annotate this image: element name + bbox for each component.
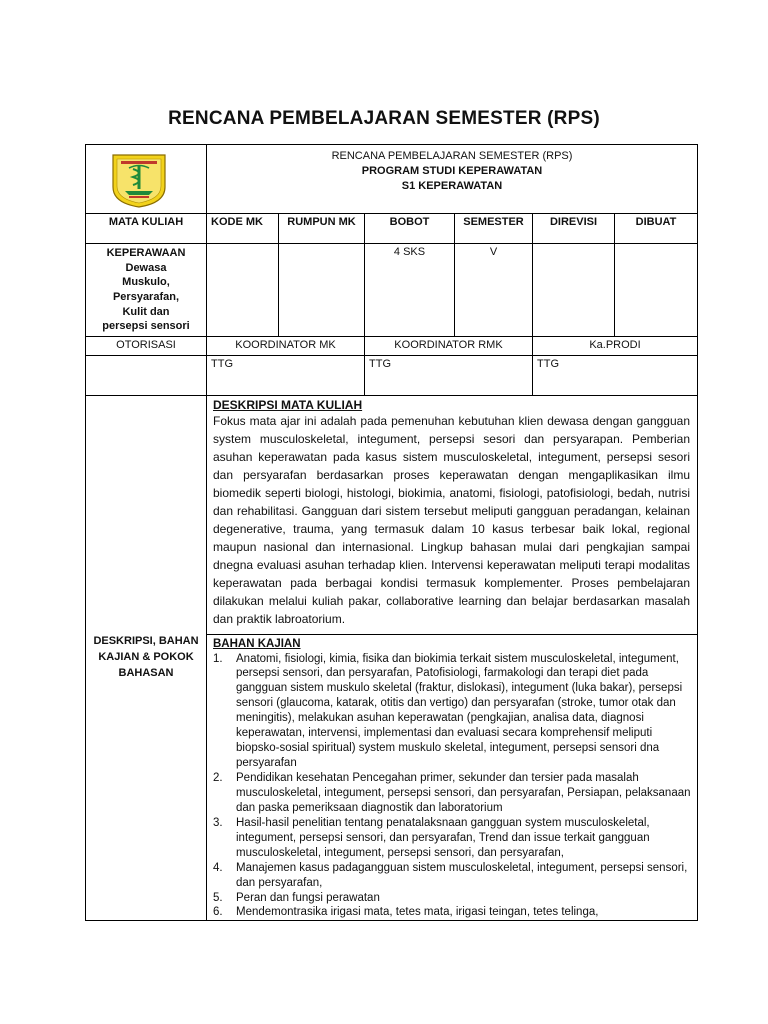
course-bobot: 4 SKS [365,244,455,337]
koordinator-rmk-label: KOORDINATOR RMK [365,336,533,355]
list-item [213,652,691,772]
list-item-number: 3. [213,816,223,829]
deskripsi-heading: DESKRIPSI MATA KULIAH [213,397,363,412]
list-item-number: 4. [213,861,223,874]
list-item-text: Manajemen kasus padagangguan sistem musculoskeletal, integument, persepsi sensori, dan persyarafan, [236,861,688,889]
list-item [213,771,691,816]
course-semester: V [455,244,533,337]
list-item-number: 1. [213,652,223,665]
col-semester: SEMESTER [455,214,533,244]
list-item-text: Pendidikan kesehatan Pencegahan primer, sekunder dan tersier pada masalah musculoskeletal, integument, persepsi sensori, dan persyarafan, Persiapan, pelaksanaan dan paska pemeriksaan diagnostik dan laboratorium [236,772,691,814]
ka-prodi-label: Ka.PRODI [533,336,698,355]
col-bobot: BOBOT [365,214,455,244]
list-item [213,891,691,906]
logo-cell [86,145,207,214]
col-mata-kuliah: MATA KULIAH [86,214,207,244]
rps-table [85,144,698,921]
course-name [86,244,207,337]
course-name-line: Persyarafan, [112,290,180,303]
list-item-text: Mendemontrasika irigasi mata, tetes mata, irigasi teingan, tetes telinga, [236,906,599,919]
deskripsi-mata-kuliah [207,395,698,635]
course-rumpun-mk [279,244,365,337]
koordinator-mk-label: KOORDINATOR MK [207,336,365,355]
col-kode-mk: KODE MK [207,214,279,244]
course-name-line: Dewasa [125,261,167,274]
institution-logo [109,151,169,209]
list-item-number: 6. [213,906,223,919]
course-direvisi [533,244,615,337]
header-line-2: PROGRAM STUDI KEPERAWATAN [361,164,543,177]
course-name-line: Kulit dan [122,305,170,318]
list-item-text: Hasil-hasil penelitian tentang penatalaksnaan gangguan system musculoskeletal, integument, persepsi sensori, dan persyarafan, Trend dan issue terkait gangguan musculoskeletal, integument, persepsi sensori, dan persyarafan, [236,816,650,859]
otorisasi-empty-cell [86,355,207,395]
course-name-line: persepsi sensori [102,320,190,333]
deskripsi-text: Fokus mata ajar ini adalah pada pemenuhan kebutuhan klien dewasa dengan gangguan system musculoskeletal, integument, persepsi sesori dan persyarapan. Pemberian asuhan keperawatan pada kasus sistem musculoskeletal, integument, persepsi sesori dan persyarafan berdasarkan proses keperawatan dengan mengaplikasikan ilmu biomedik seperti biologi, histologi, biokimia, anatomi, fisiologi, patofisiologi, bedah, nutrisi dan rehabilitasi. Gangguan dari sistem tersebut meliputi gangguan peradangan, kelainan degenerative, trauma, yang termasuk dalam 10 kasus terbesar baik lokal, regional maupun nasional dan internasional. Lingkup bahasan mulai dari pengkajian sampai dnegna evaluasi asuhan terhadap klien. Intervensi keperawatan meliputi terapi modalitas keperawatan pada berbagai kondisi termasuk komplementer. Proses pembelajaran dilakukan melalui kuliah pakar, collaborative learning dan belajar berdasarkan masalah dan praktik labroatorium. [213,414,690,627]
bahan-kajian-list [213,652,691,921]
course-dibuat [615,244,698,337]
list-item-text: Anatomi, fisiologi, kimia, fisika dan biokimia terkait sistem musculoskeletal, integument, persepsi sensori, dan persyarafan, Patofisiologi, farmakologi dan terapi diet pada gangguan sistem muskulo skeletal (fraktur, dislokasi), integument (luka bakar), persepsi sensori (glaucoma, katarak, otitis dan vertigo) dan persyarafan (stroke, tumor otak dan meningitis), melakukan asuhan keperawatan (pengkajian, analisa data, diagnosi keperawatan, intervensi, implementasi dan evaluasi secara komprehensif meliputi biopsko-sosial spiritual) system muskulo skeletal, integument, persepsi sensori dna persyarafan [236,652,683,770]
list-item [213,861,691,891]
ttg-ka-prodi: TTG [533,355,698,395]
list-item [213,816,691,861]
bahan-kajian-heading: BAHAN KAJIAN [213,638,301,651]
header-line-1: RENCANA PEMBELAJARAN SEMESTER (RPS) [331,150,573,162]
ttg-koordinator-rmk: TTG [365,355,533,395]
document-title: RENCANA PEMBELAJARAN SEMESTER (RPS) [168,108,600,129]
deskripsi-section-label: DESKRIPSI, BAHAN KAJIAN & POKOK BAHASAN [86,395,207,921]
ttg-koordinator-mk: TTG [207,355,365,395]
col-rumpun-mk: RUMPUN MK [279,214,365,244]
bahan-kajian [207,635,698,921]
col-dibuat: DIBUAT [615,214,698,244]
header-line-3: S1 KEPERAWATAN [401,179,503,192]
course-name-line: Muskulo, [122,276,170,289]
col-direvisi: DIREVISI [533,214,615,244]
list-item-number: 2. [213,772,223,785]
list-item-number: 5. [213,891,223,904]
course-kode-mk [207,244,279,337]
list-item [213,905,691,920]
rps-header [207,145,698,214]
otorisasi-label: OTORISASI [86,336,207,355]
course-name-line: KEPERAWAAN [106,247,186,259]
list-item-text: Peran dan fungsi perawatan [236,891,380,904]
